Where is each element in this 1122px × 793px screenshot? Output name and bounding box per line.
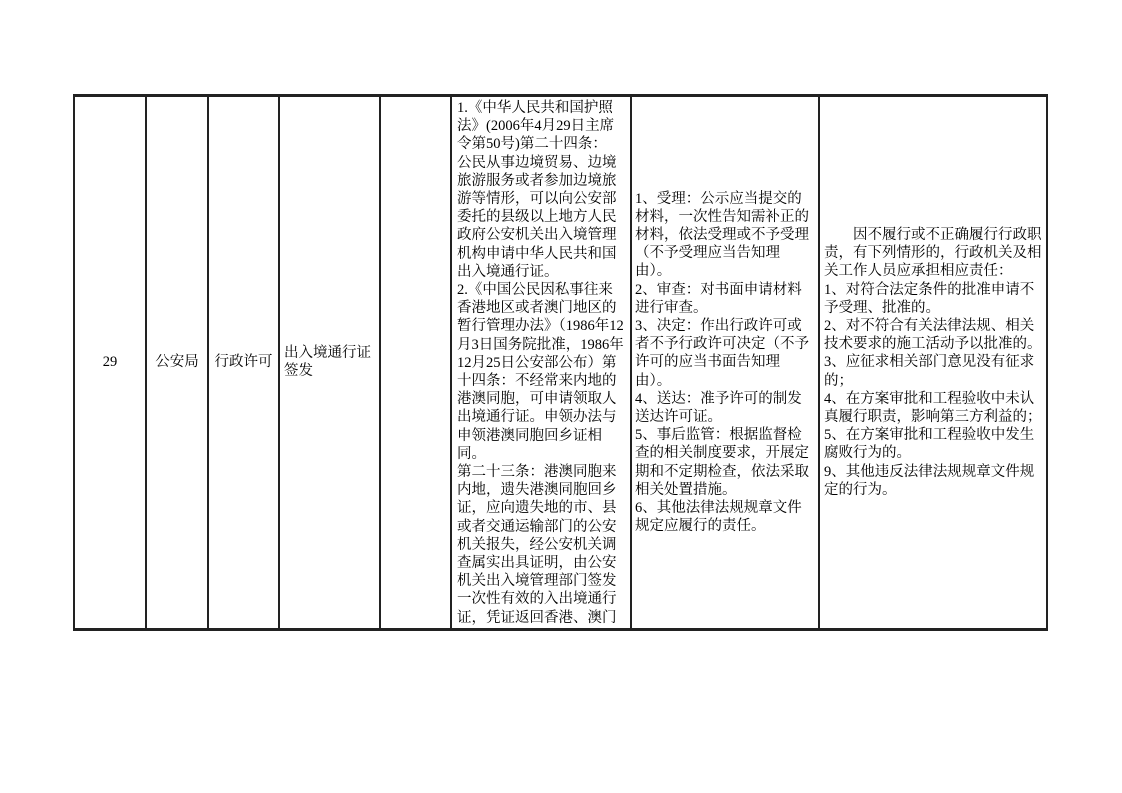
table-row bbox=[74, 96, 1047, 630]
paragraph: 2.《中国公民因私事往来香港地区或者澳门地区的暂行管理办法》（1986年12月3日国务院批准，1986年12月25日公安部公布）第十四条：不经常来内地的港澳同胞，可申请领取人出境通行证。申领办法与申领港澳同胞回乡证相同。 bbox=[457, 282, 624, 462]
cell-legal-basis bbox=[451, 96, 631, 630]
cell-process-steps bbox=[631, 96, 819, 630]
cell-power-name bbox=[279, 96, 380, 630]
paragraph: 2、审查：对书面申请材料进行审查。 bbox=[635, 281, 802, 316]
paragraph: 3、应征求相关部门意见没有征求的； bbox=[824, 354, 1035, 389]
power-name-label: 出入境通行证签发 bbox=[284, 345, 371, 380]
paragraph: 5、在方案审批和工程验收中发生腐败行为的。 bbox=[824, 427, 1035, 462]
paragraph: 5、事后监管：根据监督检查的相关制度要求，开展定期和不定期检查，依法采取相关处置措施。 bbox=[635, 427, 809, 498]
power-type-label: 行政许可 bbox=[214, 354, 273, 371]
cell-department bbox=[146, 96, 208, 630]
paragraph: 公民从事边境贸易、边境旅游服务或者参加边境旅游等情形，可以向公安部委托的县级以上地方人民政府公安机关出入境管理机构申请中华人民共和国出入境通行证。 bbox=[457, 154, 617, 280]
paragraph: 第二十三条：港澳同胞来内地，遗失港澳同胞回乡证，应向遗失地的市、县或者交通运输部门的公安机关报失，经公安机关调查属实出具证明，由公安机关出入境管理部门签发一次性有效的入出境通行证，凭证返回香港、澳门 bbox=[457, 464, 617, 626]
paragraph: 3、决定：作出行政许可或者不予行政许可决定（不予许可的应当书面告知理由）。 bbox=[635, 317, 809, 389]
paragraph: 因不履行或不正确履行行政职责，有下列情形的，行政机关及相关工作人员应承担相应责任： bbox=[824, 226, 1042, 280]
process-steps-text bbox=[635, 190, 816, 536]
paragraph: 4、送达：准予许可的制发送达许可证。 bbox=[635, 390, 802, 425]
cell-blank bbox=[380, 96, 451, 630]
paragraph: 2、对不符合有关法律法规、相关技术要求的施工活动予以批准的。 bbox=[824, 317, 1042, 353]
paragraph: 1、对符合法定条件的批准申请不予受理、批准的。 bbox=[824, 281, 1035, 316]
paragraph: 1、受理：公示应当提交的材料，一次性告知需补正的材料，依法受理或不予受理（不予受理应当告知理由）。 bbox=[635, 190, 809, 280]
legal-basis-text bbox=[457, 99, 626, 627]
cell-responsibilities bbox=[819, 96, 1047, 630]
paragraph: 9、其他违反法律法规规章文件规定的行为。 bbox=[824, 463, 1035, 498]
paragraph: 4、在方案审批和工程验收中未认真履行职责，影响第三方利益的； bbox=[824, 390, 1042, 425]
power-responsibility-table bbox=[73, 94, 1048, 631]
cell-power-type bbox=[208, 96, 279, 630]
paragraph: 6、其他法律法规规章文件规定应履行的责任。 bbox=[635, 499, 802, 535]
paragraph: 1.《中华人民共和国护照法》(2006年4月29日主席令第50号)第二十四条： bbox=[457, 100, 615, 153]
department-label: 公安局 bbox=[155, 354, 199, 371]
seq-no: 29 bbox=[102, 354, 118, 371]
responsibilities-text bbox=[824, 226, 1042, 499]
cell-seq-no bbox=[74, 96, 146, 630]
